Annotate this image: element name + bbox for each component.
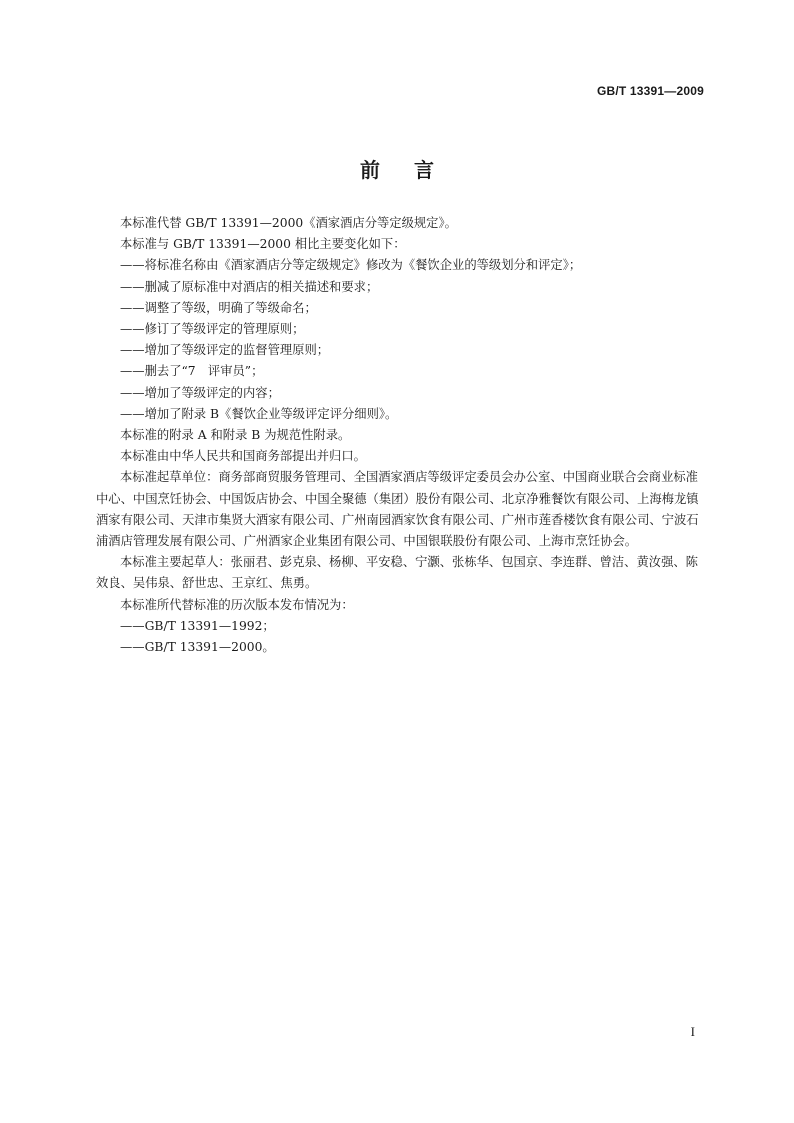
paragraph-drafting-units: 本标准起草单位：商务部商贸服务管理司、全国酒家酒店等级评定委员会办公室、中国商业联合会商业标准中心、中国烹饪协会、中国饭店协会、中国全聚德（集团）股份有限公司、北京净雅餐饮有限公司、上海梅龙镇酒家有限公司、天津市集贤大酒家有限公司、广州南园酒家饮食有限公司、广州市莲香楼饮食有限公司、宁波石浦酒店管理发展有限公司、广州酒家企业集团有限公司、中国银联股份有限公司、上海市烹饪协会。 [96,470,699,549]
paragraph-history-intro: 本标准所代替标准的历次版本发布情况为： [120,597,354,612]
change-item: ——增加了附录 B《餐饮企业等级评定评分细则》。 [120,406,398,421]
paragraph-proposer: 本标准由中华人民共和国商务部提出并归口。 [120,449,366,464]
change-item: ——修订了等级评定的管理原则； [120,322,305,337]
paragraph-changes-intro: 本标准与 GB/T 13391—2000 相比主要变化如下： [120,237,406,252]
page-number: I [690,1024,695,1039]
foreword-body [96,213,708,658]
change-item: ——删减了原标准中对酒店的相关描述和要求； [120,279,379,294]
paragraph-drafters: 本标准主要起草人：张丽君、彭克泉、杨柳、平安稳、宁灏、张栋华、包国京、李连群、曾洁、黄汝强、陈效良、吴伟泉、舒世忠、王京红、焦勇。 [96,555,698,591]
change-item: ——将标准名称由《酒家酒店分等定级规定》修改为《餐饮企业的等级划分和评定》； [120,258,582,273]
change-item: ——增加了等级评定的监督管理原则； [120,343,330,358]
history-item: ——GB/T 13391—2000。 [120,640,275,655]
change-item: ——增加了等级评定的内容； [120,385,280,400]
standard-code: GB/T 13391—2009 [596,84,704,98]
change-item: ——删去了“7 评审员”； [120,364,264,379]
paragraph-appendices: 本标准的附录 A 和附录 B 为规范性附录。 [120,428,351,443]
page-title: 前言 [360,158,468,182]
history-item: ——GB/T 13391—1992； [120,618,275,633]
change-item: ——调整了等级，明确了等级命名； [120,300,317,315]
paragraph-replaces: 本标准代替 GB/T 13391—2000《酒家酒店分等定级规定》。 [120,216,457,230]
